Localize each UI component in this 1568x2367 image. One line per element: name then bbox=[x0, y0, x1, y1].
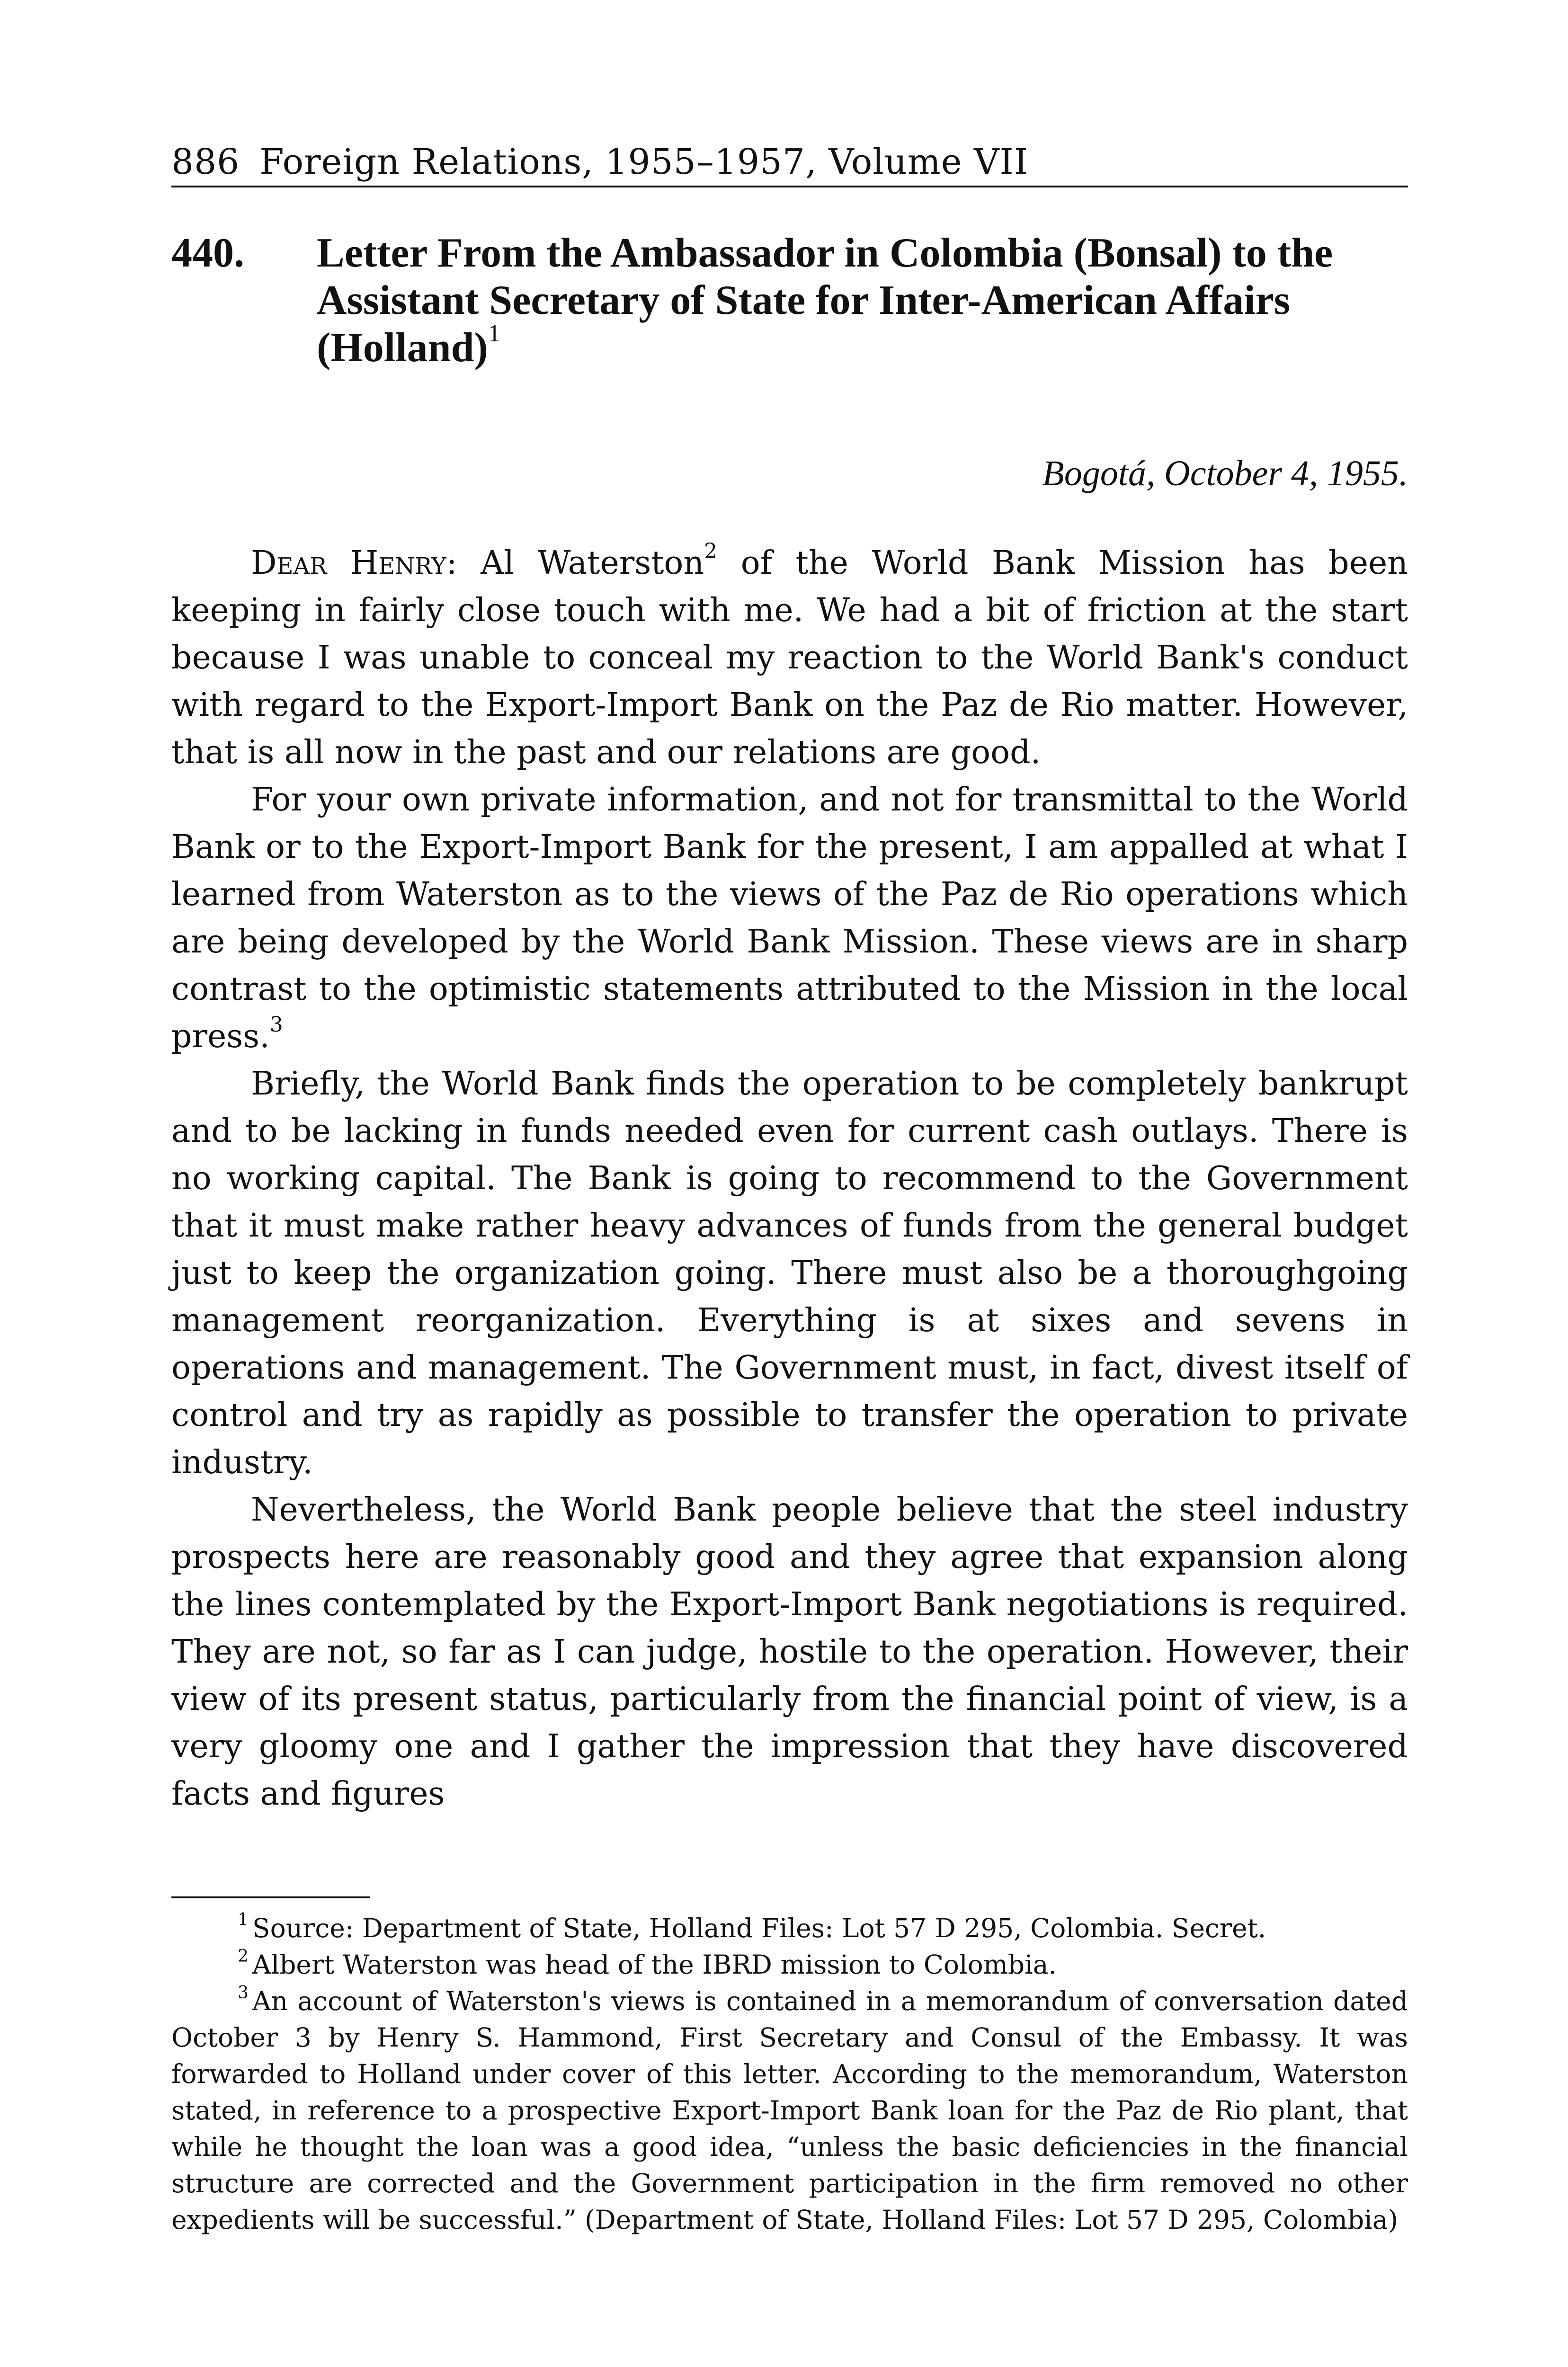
footnote-marker: 1 bbox=[238, 1910, 249, 1930]
footnote-divider bbox=[171, 1896, 370, 1898]
dateline: Bogotá, October 4, 1955. bbox=[1042, 454, 1408, 493]
footnote-1 bbox=[171, 1910, 1408, 1947]
footnote-text: Albert Waterston was head of the IBRD mission to Colombia. bbox=[252, 1949, 1057, 1980]
footnotes bbox=[171, 1910, 1408, 2238]
letter-body bbox=[171, 540, 1408, 1818]
paragraph-1-lead: Al Waterston bbox=[481, 544, 704, 582]
footnote-text: Source: Department of State, Holland Files: Lot 57 D 295, Colombia. Secret. bbox=[252, 1913, 1266, 1943]
footnote-2 bbox=[171, 1947, 1408, 1983]
letter-paragraph-2 bbox=[171, 776, 1408, 1060]
paragraph-2-text: For your own private information, and not for transmittal to the World Bank or to the Export-Import Bank for the present, I am appalled at what I learned from Waterston as to the views of the Paz de Rio operations which are being developed by the World Bank Mission. These views are in sharp contrast to the optimistic statements attributed to the Mission in the local press. bbox=[171, 781, 1408, 1055]
series-title: Foreign Relations, 1955–1957, Volume VII bbox=[259, 142, 1029, 182]
title-footnote-reference: 1 bbox=[488, 320, 500, 347]
letter-paragraph-4: Nevertheless, the World Bank people believe that the steel industry prospects here are reasonably good and they agree that expansion along the lines contemplated by the Export-Import Bank negotiations is required. They are not, so far as I can judge, hostile to the operation. However, their view of its present status, particularly from the financial point of view, is a very gloomy one and I gather the impression that they have discovered facts and figures bbox=[171, 1491, 1408, 1813]
letter-paragraph-1 bbox=[171, 540, 1408, 776]
document-title-block bbox=[317, 230, 1406, 372]
running-head bbox=[171, 138, 1408, 187]
footnote-3 bbox=[171, 1983, 1408, 2238]
document-title: Letter From the Ambassador in Colombia (Bonsal) to the Assistant Secretary of State for Inter-American Affairs (Holland) bbox=[317, 230, 1333, 371]
page-number: 886 bbox=[171, 142, 240, 182]
letter-paragraph-3: Briefly, the World Bank finds the operation to be completely bankrupt and to be lacking in funds needed even for current cash outlays. There is no working capital. The Bank is going to recommend to the Government that it must make rather heavy advances of funds from the general budget just to keep the organization going. There must also be a thoroughgoing management reorganization. Everything is at sixes and sevens in operations and management. The Government must, in fact, divest itself of control and try as rapidly as possible to transfer the operation to private industry. bbox=[171, 1065, 1408, 1481]
salutation: Dear Henry: bbox=[251, 544, 457, 582]
footnote-reference-3: 3 bbox=[269, 1013, 283, 1037]
footnote-text: An account of Waterston's views is contained in a memorandum of conversation dated October 3 by Henry S. Hammond, First Secretary and Consul of the Embassy. It was forwarded to Holland under cover of this letter. According to the memorandum, Waterston stated, in reference to a prospective Export-Import Bank loan for the Paz de Rio plant, that while he thought the loan was a good idea, “unless the basic deficiencies in the financial structure are corrected and the Government participation in the firm removed no other expedients will be successful.” (Department of State, Holland Files: Lot 57 D 295, Colombia) bbox=[171, 1986, 1408, 2235]
footnote-reference-2: 2 bbox=[704, 539, 718, 563]
document-number: 440. bbox=[171, 230, 244, 276]
footnote-marker: 3 bbox=[238, 1983, 249, 2002]
footnote-marker: 2 bbox=[238, 1947, 249, 1966]
paragraph-1-text: of the World Bank Mission has been keeping in fairly close touch with me. We had a bit of friction at the start because I was unable to conceal my reaction to the World Bank's conduct with regard to the Export-Import Bank on the Paz de Rio matter. However, that is all now in the past and our relations are good. bbox=[171, 544, 1408, 771]
